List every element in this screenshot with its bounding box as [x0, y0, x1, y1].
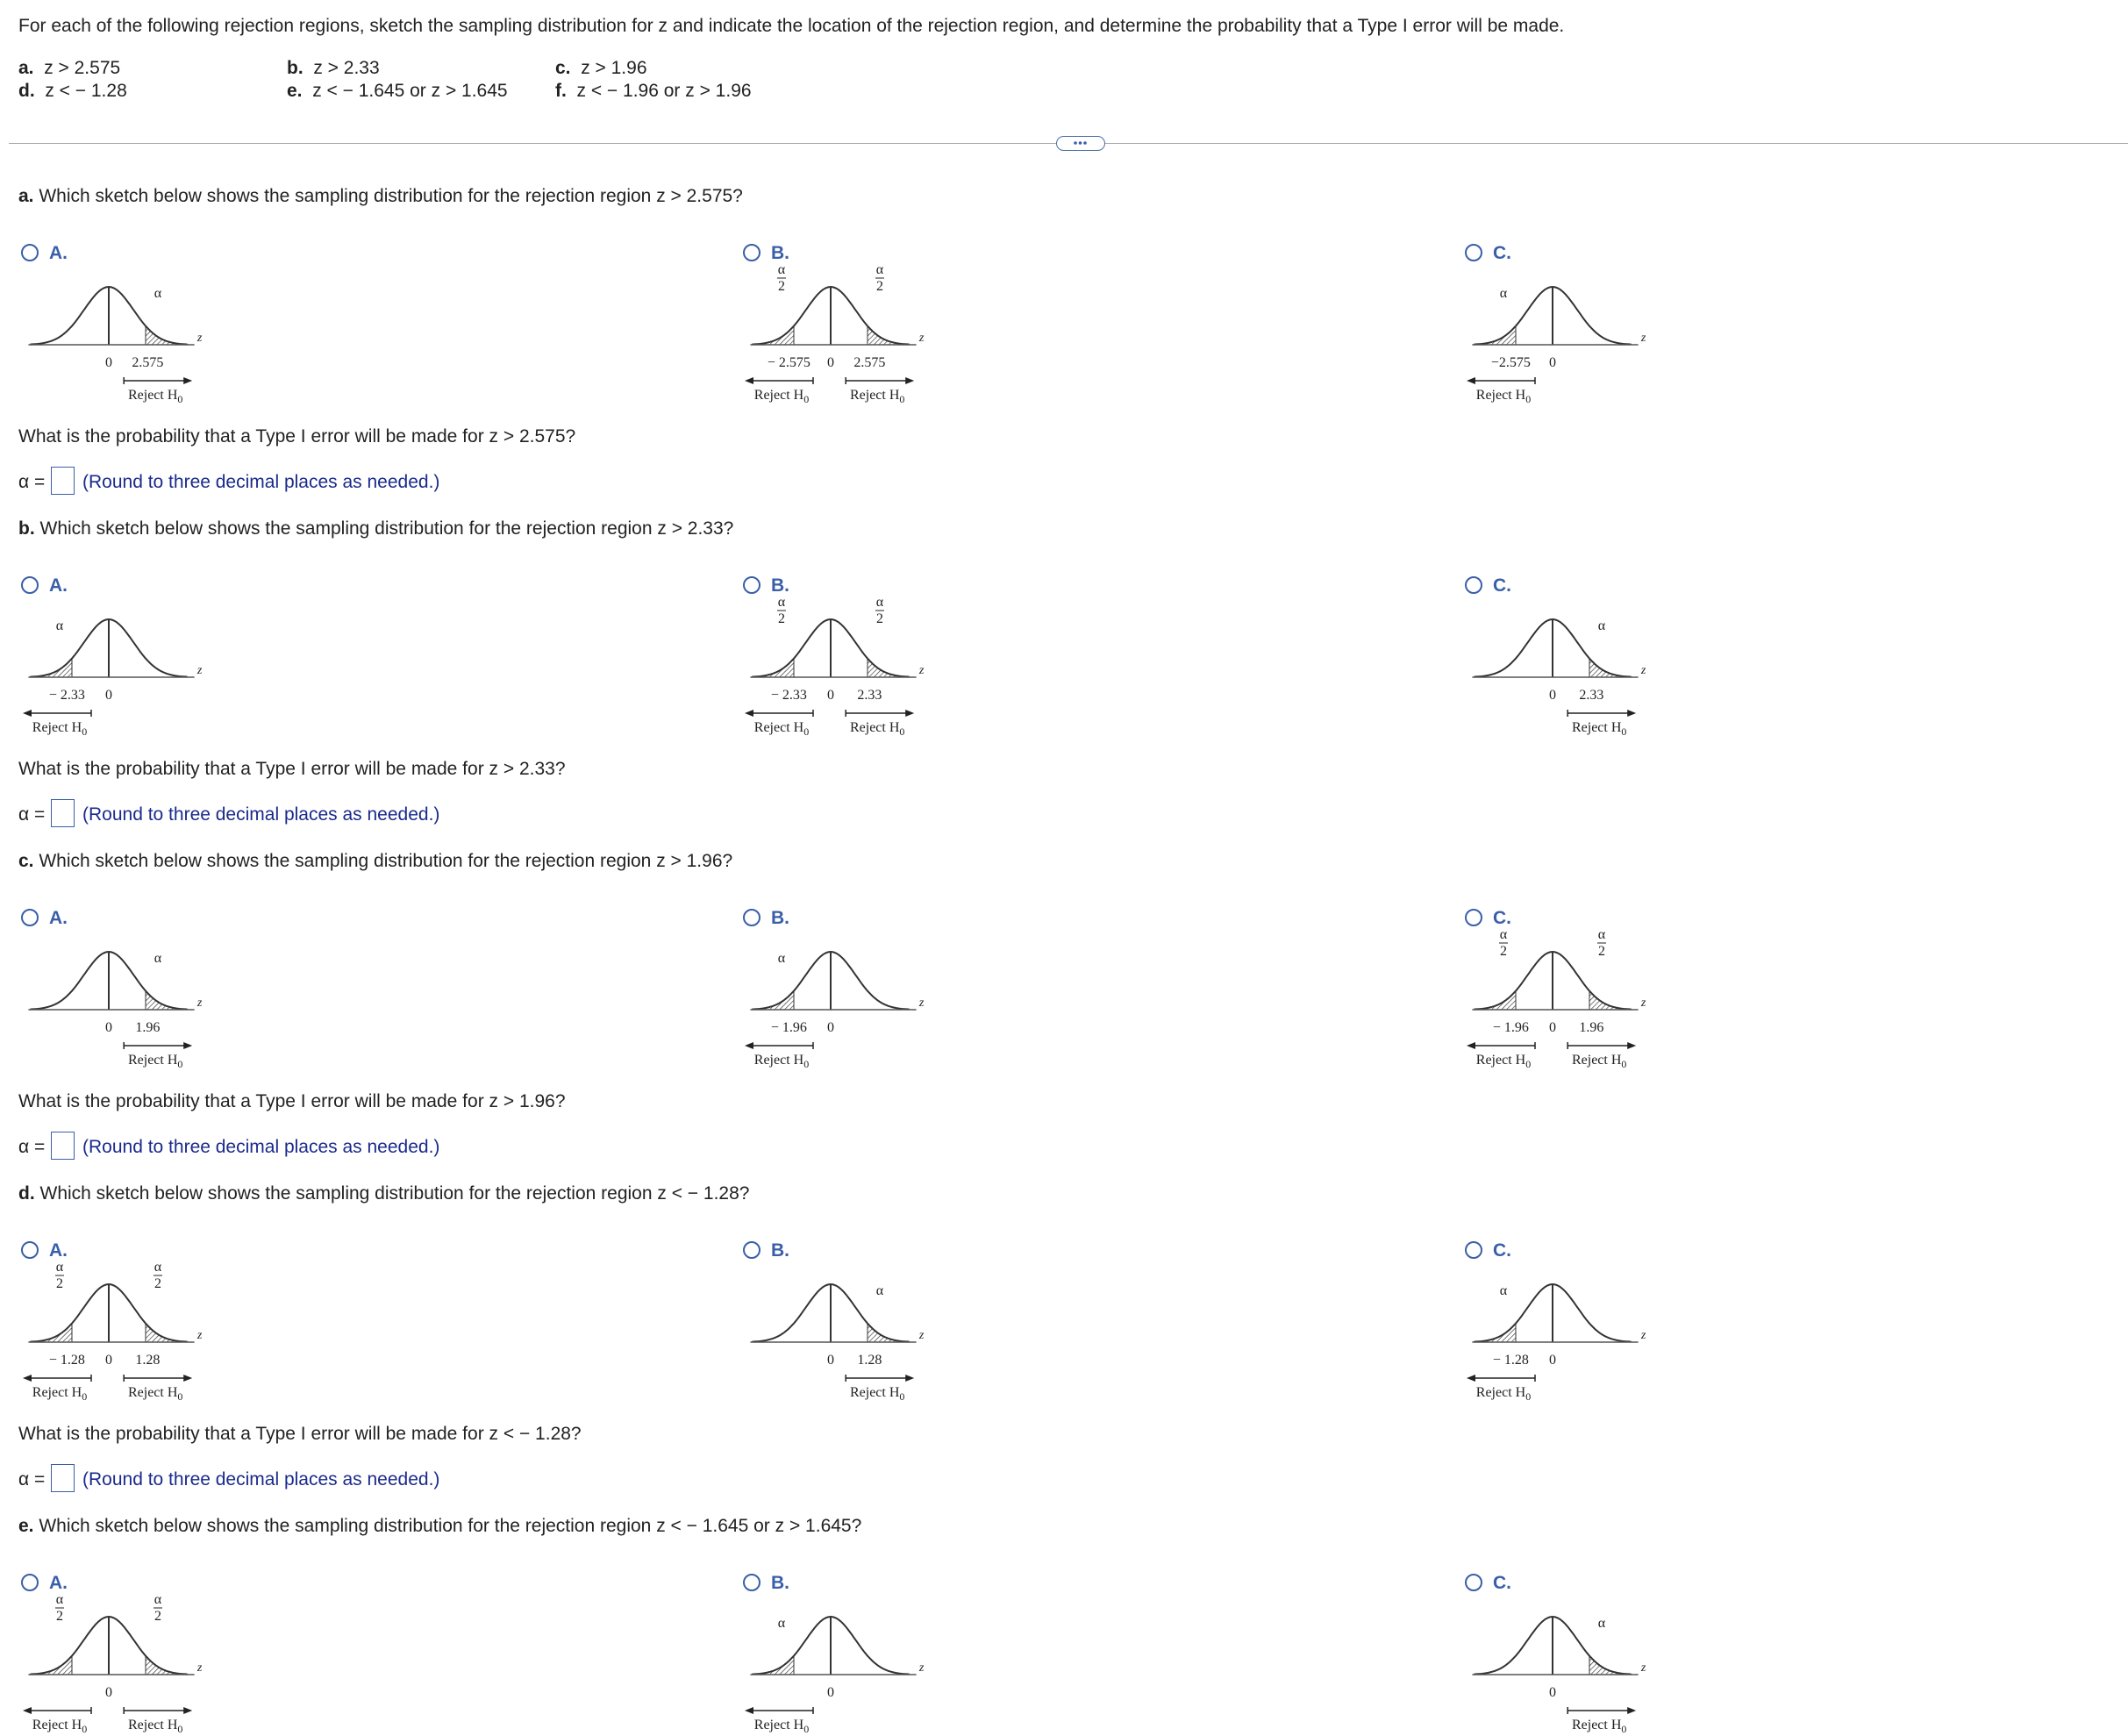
alpha-half-label: α — [777, 595, 786, 610]
region-a — [18, 58, 120, 79]
critical-value-label: − 2.575 — [767, 355, 810, 370]
reject-h0-label: Reject $H_0$ — [1571, 1053, 1627, 1070]
alpha-label: α — [55, 618, 64, 633]
radio-button[interactable] — [743, 1574, 761, 1591]
radio-button[interactable] — [1465, 1574, 1482, 1591]
reject-h0-label: Reject $H_0$ — [849, 720, 905, 738]
alpha-label: α — [1499, 286, 1508, 301]
z-axis-label: z — [918, 332, 925, 345]
z-axis-label: z — [918, 1329, 925, 1342]
reject-h0-label: Reject $H_0$ — [753, 388, 810, 405]
region-f — [555, 81, 752, 102]
option-label[interactable]: C. — [1493, 243, 1511, 263]
alpha-half-denominator: 2 — [56, 1609, 63, 1624]
z-axis-label: z — [196, 1329, 203, 1342]
reject-arrow-head — [1467, 1042, 1475, 1049]
probability-question: What is the probability that a Type I error will be made for z > 2.33? — [18, 759, 566, 779]
alpha-label: α — [777, 1616, 786, 1631]
sampling-distribution-sketch — [750, 1272, 925, 1404]
rounding-hint: (Round to three decimal places as needed.) — [82, 472, 440, 492]
reject-h0-label: Reject $H_0$ — [1475, 388, 1532, 405]
reject-arrow-head — [23, 1375, 32, 1382]
alpha-answer-input[interactable] — [51, 1464, 75, 1492]
z-axis-label: z — [918, 1661, 925, 1675]
z-axis-label: z — [196, 997, 203, 1010]
reject-h0-label: Reject $H_0$ — [32, 720, 88, 738]
sampling-distribution-sketch — [1472, 607, 1647, 739]
part-question — [18, 518, 733, 539]
reject-arrow-head — [23, 1707, 32, 1714]
rounding-hint: (Round to three decimal places as needed.) — [82, 1469, 440, 1490]
zero-tick-label: 0 — [105, 355, 112, 370]
reject-h0-label: Reject $H_0$ — [127, 1385, 183, 1403]
option-label[interactable]: C. — [1493, 1573, 1511, 1593]
alpha-half-label: α — [777, 262, 786, 277]
alpha-label: α — [1499, 1283, 1508, 1298]
probability-question: What is the probability that a Type I error will be made for z > 2.575? — [18, 426, 576, 447]
part-letter: d. — [18, 1183, 35, 1204]
reject-h0-label: Reject $H_0$ — [127, 1718, 183, 1735]
reject-arrow-head — [905, 377, 914, 384]
critical-value-label: − 1.28 — [48, 1353, 85, 1368]
alpha-equals-label: α = — [18, 1137, 46, 1157]
option-label[interactable]: B. — [771, 575, 789, 596]
part-question-text: Which sketch below shows the sampling distribution for the rejection region z > 2.575? — [33, 186, 743, 206]
region-letter: f. — [555, 81, 567, 101]
reject-arrow-head — [23, 710, 32, 717]
critical-value-label: 1.28 — [135, 1353, 161, 1368]
z-axis-label: z — [196, 664, 203, 677]
reject-h0-label: Reject $H_0$ — [849, 388, 905, 405]
reject-h0-label: Reject $H_0$ — [753, 720, 810, 738]
ellipsis-icon — [1057, 137, 1103, 149]
critical-value-label: − 2.33 — [48, 688, 85, 703]
zero-tick-label: 0 — [827, 355, 834, 370]
radio-button[interactable] — [21, 576, 39, 594]
zero-tick-label: 0 — [1549, 688, 1556, 703]
region-d — [18, 81, 127, 102]
alpha-half-denominator: 2 — [56, 1276, 63, 1291]
radio-button[interactable] — [743, 244, 761, 261]
reject-arrow-head — [1627, 710, 1636, 717]
reject-h0-label: Reject $H_0$ — [32, 1718, 88, 1735]
alpha-half-label: α — [1597, 927, 1606, 942]
sampling-distribution-sketch — [750, 262, 925, 406]
alpha-half-label: α — [55, 1260, 64, 1275]
part-question — [18, 1183, 749, 1204]
part-letter: a. — [18, 186, 34, 206]
alpha-label: α — [875, 1283, 884, 1298]
sampling-distribution-sketch — [1472, 1272, 1647, 1404]
region-letter: e. — [287, 81, 303, 101]
region-c — [555, 58, 647, 79]
radio-button[interactable] — [21, 244, 39, 261]
option-label[interactable]: A. — [49, 575, 68, 596]
reject-h0-label: Reject $H_0$ — [1571, 1718, 1627, 1735]
radio-button[interactable] — [1465, 244, 1482, 261]
alpha-half-denominator: 2 — [154, 1609, 161, 1624]
reject-arrow-head — [1467, 1375, 1475, 1382]
reject-h0-label: Reject $H_0$ — [1475, 1385, 1532, 1403]
radio-button[interactable] — [743, 909, 761, 926]
option-label[interactable]: B. — [771, 908, 789, 928]
sampling-distribution-sketch — [28, 939, 204, 1071]
alpha-label: α — [1597, 618, 1606, 633]
critical-value-label: − 1.96 — [770, 1020, 807, 1035]
reject-h0-label: Reject $H_0$ — [753, 1053, 810, 1070]
alpha-label: α — [154, 951, 162, 966]
region-text: z < − 1.645 or z > 1.645 — [312, 81, 508, 101]
sampling-distribution-sketch — [1472, 1604, 1647, 1736]
zero-tick-label: 0 — [1549, 355, 1556, 370]
alpha-equals-label: α = — [18, 804, 46, 825]
part-question-text: Which sketch below shows the sampling distribution for the rejection region z < − 1.28? — [34, 1183, 750, 1204]
alpha-half-label: α — [875, 262, 884, 277]
option-label[interactable]: C. — [1493, 1240, 1511, 1261]
reject-arrow-head — [1627, 1042, 1636, 1049]
radio-button[interactable] — [1465, 1241, 1482, 1259]
option-label[interactable]: B. — [771, 1240, 789, 1261]
reject-arrow-head — [183, 1042, 192, 1049]
radio-button[interactable] — [1465, 909, 1482, 926]
critical-value-label: 2.33 — [1579, 688, 1604, 703]
zero-tick-label: 0 — [1549, 1020, 1556, 1035]
instruction-text: For each of the following rejection regions, sketch the sampling distribution for z and indicate the location of the rejection region, and determine the probability that a Type I error will be made. — [18, 16, 1565, 36]
z-axis-label: z — [918, 997, 925, 1010]
option-label[interactable]: A. — [49, 908, 68, 928]
critical-value-label: − 1.96 — [1492, 1020, 1529, 1035]
part-question — [18, 851, 732, 872]
rounding-hint: (Round to three decimal places as needed.) — [82, 1137, 440, 1157]
alpha-half-denominator: 2 — [154, 1276, 161, 1291]
alpha-equals-label: α = — [18, 1469, 46, 1490]
zero-tick-label: 0 — [827, 1685, 834, 1700]
region-letter: d. — [18, 81, 35, 101]
zero-tick-label: 0 — [827, 688, 834, 703]
reject-arrow-head — [183, 377, 192, 384]
zero-tick-label: 0 — [827, 1020, 834, 1035]
sampling-distribution-sketch — [28, 607, 204, 739]
region-text: z > 1.96 — [581, 58, 647, 78]
region-b — [287, 58, 380, 79]
reject-arrow-head — [183, 1375, 192, 1382]
critical-value-label: 1.28 — [857, 1353, 882, 1368]
alpha-half-denominator: 2 — [876, 611, 883, 626]
alpha-answer-input[interactable] — [51, 799, 75, 827]
reject-arrow-head — [905, 710, 914, 717]
option-label[interactable]: A. — [49, 1573, 68, 1593]
zero-tick-label: 0 — [1549, 1353, 1556, 1368]
critical-value-label: 2.33 — [857, 688, 882, 703]
z-axis-label: z — [1640, 332, 1646, 345]
z-axis-label: z — [1640, 664, 1646, 677]
region-letter: a. — [18, 58, 34, 78]
zero-tick-label: 0 — [105, 1685, 112, 1700]
sampling-distribution-sketch — [1472, 927, 1647, 1071]
radio-button[interactable] — [1465, 576, 1482, 594]
alpha-label: α — [1597, 1616, 1606, 1631]
alpha-half-denominator: 2 — [778, 611, 785, 626]
alpha-half-denominator: 2 — [1500, 944, 1507, 959]
reject-arrow-head — [183, 1707, 192, 1714]
reject-h0-label: Reject $H_0$ — [127, 1053, 183, 1070]
part-question — [18, 186, 743, 207]
zero-tick-label: 0 — [827, 1353, 834, 1368]
alpha-answer-input[interactable] — [51, 1132, 75, 1160]
alpha-half-label: α — [154, 1260, 162, 1275]
radio-button[interactable] — [743, 576, 761, 594]
radio-button[interactable] — [21, 1241, 39, 1259]
sampling-distribution-sketch — [750, 1604, 925, 1736]
alpha-equals-label: α = — [18, 472, 46, 492]
option-label[interactable]: C. — [1493, 575, 1511, 596]
sampling-distribution-sketch — [28, 1592, 204, 1736]
reject-h0-label: Reject $H_0$ — [127, 388, 183, 405]
reject-arrow-head — [745, 1707, 753, 1714]
critical-value-label: 2.575 — [132, 355, 164, 370]
reject-arrow-head — [745, 1042, 753, 1049]
z-axis-label: z — [1640, 997, 1646, 1010]
reject-h0-label: Reject $H_0$ — [32, 1385, 88, 1403]
option-label[interactable]: C. — [1493, 908, 1511, 928]
z-axis-label: z — [196, 1661, 203, 1675]
alpha-half-label: α — [1499, 927, 1508, 942]
zero-tick-label: 0 — [1549, 1685, 1556, 1700]
reject-h0-label: Reject $H_0$ — [1571, 720, 1627, 738]
region-text: z < − 1.96 or z > 1.96 — [576, 81, 752, 101]
part-question — [18, 1516, 861, 1537]
sampling-distribution-sketch — [750, 595, 925, 739]
alpha-label: α — [777, 951, 786, 966]
z-axis-label: z — [1640, 1661, 1646, 1675]
region-e — [287, 81, 508, 102]
alpha-half-label: α — [875, 595, 884, 610]
zero-tick-label: 0 — [105, 1020, 112, 1035]
part-letter: b. — [18, 518, 35, 539]
critical-value-label: 1.96 — [1579, 1020, 1604, 1035]
alpha-half-label: α — [55, 1592, 64, 1607]
critical-value-label: − 1.28 — [1492, 1353, 1529, 1368]
alpha-half-label: α — [154, 1592, 162, 1607]
part-question-text: Which sketch below shows the sampling distribution for the rejection region z < − 1.645 or z > 1.645? — [33, 1516, 862, 1536]
region-letter: c. — [555, 58, 571, 78]
part-question-text: Which sketch below shows the sampling distribution for the rejection region z > 1.96? — [33, 851, 733, 871]
zero-tick-label: 0 — [105, 1353, 112, 1368]
probability-question: What is the probability that a Type I error will be made for z < − 1.28? — [18, 1424, 582, 1444]
critical-value-label: −2.575 — [1490, 355, 1531, 370]
part-letter: e. — [18, 1516, 34, 1536]
alpha-half-denominator: 2 — [1598, 944, 1605, 959]
critical-value-label: − 2.33 — [770, 688, 807, 703]
sampling-distribution-sketch — [28, 275, 204, 406]
region-text: z > 2.33 — [313, 58, 380, 78]
critical-value-label: 2.575 — [853, 355, 886, 370]
option-label[interactable]: B. — [771, 1573, 789, 1593]
reject-arrow-head — [745, 710, 753, 717]
reject-arrow-head — [1627, 1707, 1636, 1714]
reject-h0-label: Reject $H_0$ — [1475, 1053, 1532, 1070]
alpha-label: α — [154, 286, 162, 301]
rounding-hint: (Round to three decimal places as needed.) — [82, 804, 440, 825]
region-letter: b. — [287, 58, 303, 78]
reject-arrow-head — [745, 377, 753, 384]
option-label[interactable]: B. — [771, 243, 789, 263]
option-label[interactable]: A. — [49, 243, 68, 263]
radio-button[interactable] — [743, 1241, 761, 1259]
alpha-half-denominator: 2 — [876, 279, 883, 294]
part-question-text: Which sketch below shows the sampling distribution for the rejection region z > 2.33? — [34, 518, 734, 539]
region-text: z > 2.575 — [44, 58, 121, 78]
alpha-answer-input[interactable] — [51, 467, 75, 495]
z-axis-label: z — [918, 664, 925, 677]
region-text: z < − 1.28 — [45, 81, 127, 101]
reject-arrow-head — [1467, 377, 1475, 384]
part-letter: c. — [18, 851, 34, 871]
reject-h0-label: Reject $H_0$ — [753, 1718, 810, 1735]
sampling-distribution-sketch — [28, 1260, 204, 1404]
zero-tick-label: 0 — [105, 688, 112, 703]
critical-value-label: 1.96 — [135, 1020, 161, 1035]
z-axis-label: z — [196, 332, 203, 345]
probability-question: What is the probability that a Type I error will be made for z > 1.96? — [18, 1091, 566, 1111]
option-label[interactable]: A. — [49, 1240, 68, 1261]
radio-button[interactable] — [21, 909, 39, 926]
alpha-half-denominator: 2 — [778, 279, 785, 294]
z-axis-label: z — [1640, 1329, 1646, 1342]
sampling-distribution-sketch — [1472, 275, 1647, 406]
radio-button[interactable] — [21, 1574, 39, 1591]
reject-arrow-head — [905, 1375, 914, 1382]
reject-h0-label: Reject $H_0$ — [849, 1385, 905, 1403]
sampling-distribution-sketch — [750, 939, 925, 1071]
more-button[interactable] — [1056, 136, 1105, 151]
